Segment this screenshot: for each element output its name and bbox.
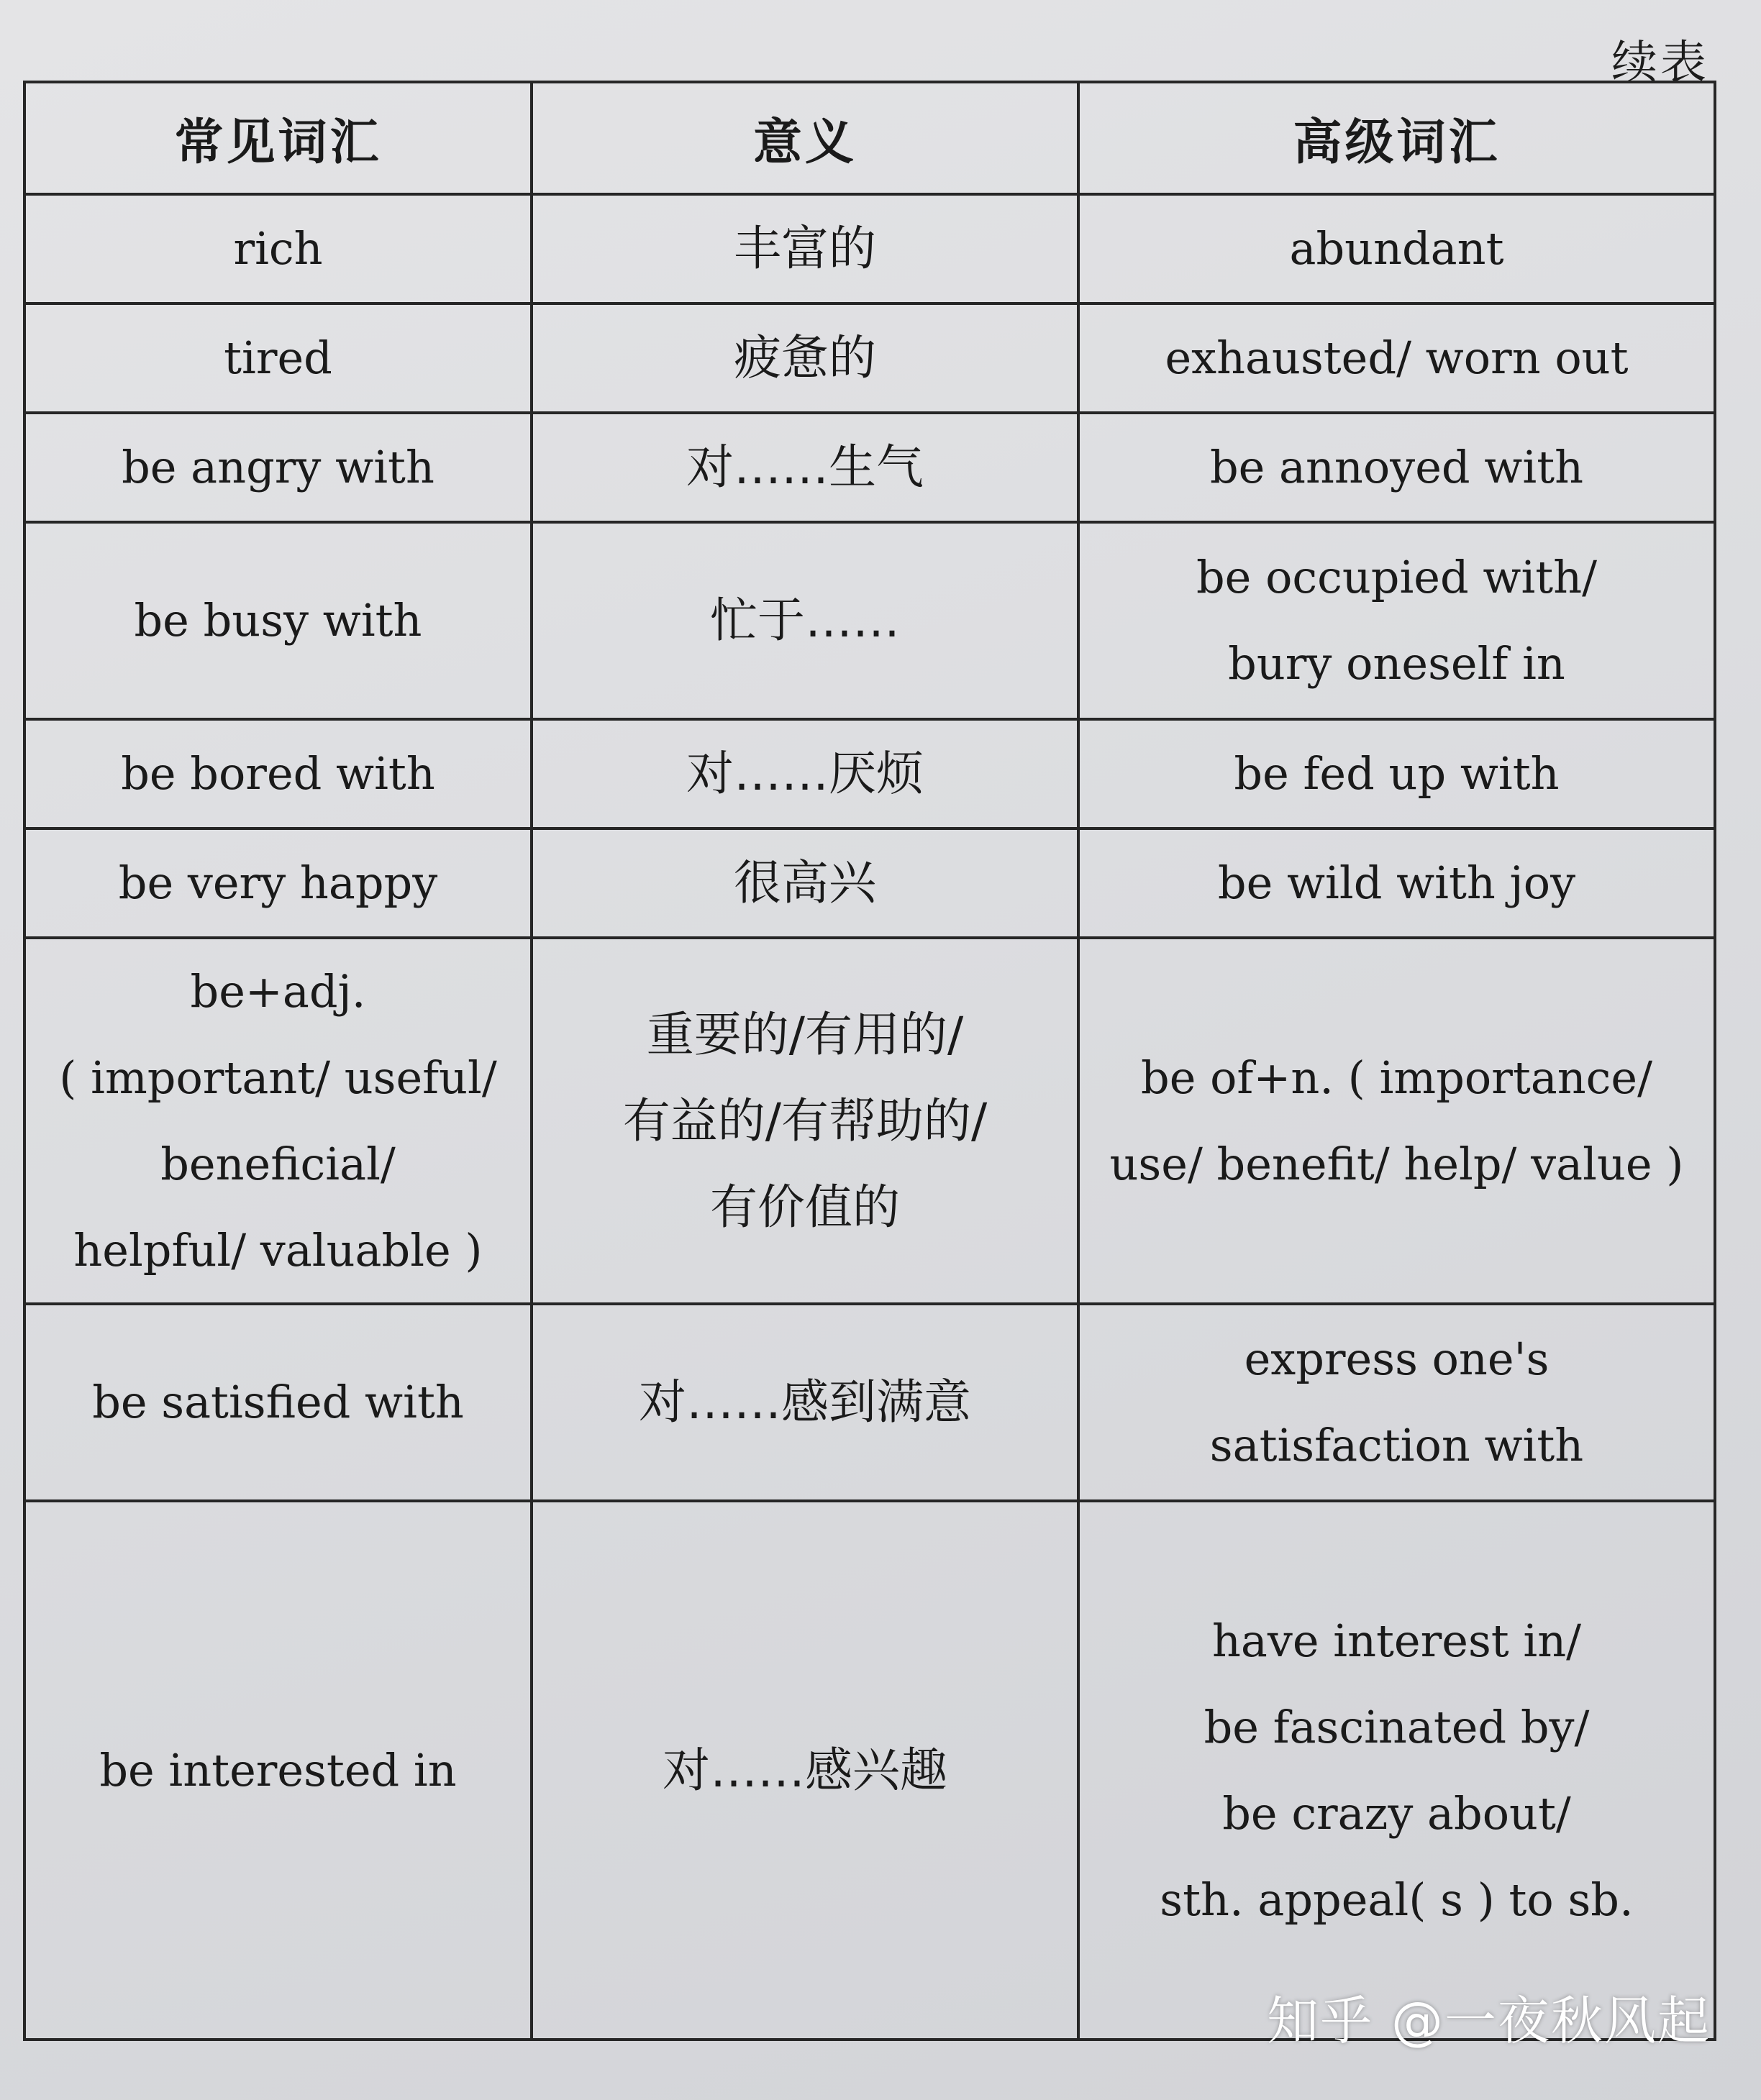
watermark: 知乎 @一夜秋风起 [1267,1991,1711,2051]
table-row [24,413,1715,522]
advanced-word-cell [1078,522,1715,719]
table-row [24,303,1715,413]
advanced-word-cell [1078,938,1715,1304]
common-word-line: be+adj. [190,964,366,1018]
advanced-word-line: sth. appeal( s ) to sb. [1160,1873,1634,1926]
common-word-cell [24,938,532,1304]
table-row [24,194,1715,303]
advanced-word-cell [1078,413,1715,522]
advanced-word-line: be wild with joy [1217,857,1576,909]
common-word-cell [24,413,532,522]
common-word-line: tired [224,332,332,384]
meaning-cell [532,828,1078,938]
advanced-word-line: express one's [1244,1333,1550,1385]
continued-table-label: 续表 [1611,37,1709,90]
advanced-word-line: be crazy about/ [1222,1786,1571,1840]
advanced-word-line: bury oneself in [1228,637,1565,690]
advanced-word-line: use/ benefit/ help/ value ) [1109,1137,1684,1190]
advanced-word-cell [1078,719,1715,828]
common-word-line: be busy with [134,594,422,647]
common-word-line: helpful/ valuable ) [73,1223,483,1277]
header-row [24,82,1715,194]
header-meaning: 意义 [532,82,1078,194]
meaning-cell [532,303,1078,413]
meaning-cell [532,413,1078,522]
meaning-line: 对……生气 [686,439,924,495]
common-word-line: be satisfied with [92,1376,464,1428]
common-word-line: rich [233,222,323,275]
meaning-cell [532,1501,1078,2040]
meaning-line: 有益的/有帮助的/ [622,1092,988,1149]
common-word-cell [24,522,532,719]
table-row [24,1501,1715,2040]
meaning-line: 有价值的 [710,1179,900,1235]
vocabulary-table [23,81,1716,2041]
common-word-line: be interested in [99,1743,457,1797]
advanced-word-line: abundant [1289,222,1504,275]
advanced-word-cell [1078,1304,1715,1501]
common-word-cell [24,719,532,828]
advanced-word-line: be fed up with [1234,747,1560,800]
advanced-word-line: be occupied with/ [1196,551,1598,603]
meaning-line: 忙于…… [710,593,900,648]
common-word-cell [24,828,532,938]
common-word-line: be very happy [118,857,438,909]
meaning-cell [532,522,1078,719]
table-row [24,938,1715,1304]
advanced-word-cell [1078,194,1715,303]
advanced-word-line: be annoyed with [1209,441,1584,493]
meaning-cell [532,1304,1078,1501]
meaning-cell [532,938,1078,1304]
meaning-line: 对……感到满意 [639,1374,971,1430]
advanced-word-line: be of+n. ( importance/ [1141,1051,1652,1104]
advanced-word-cell [1078,828,1715,938]
advanced-word-line: be fascinated by/ [1203,1700,1590,1753]
meaning-line: 丰富的 [734,221,876,276]
table-row [24,719,1715,828]
common-word-line: be bored with [121,747,435,800]
advanced-word-cell [1078,303,1715,413]
common-word-cell [24,194,532,303]
common-word-cell [24,1304,532,1501]
common-word-cell [24,303,532,413]
meaning-line: 对……厌烦 [686,746,924,801]
header-advanced-words: 高级词汇 [1078,82,1715,194]
advanced-word-line: satisfaction with [1209,1419,1584,1471]
meaning-line: 对……感兴趣 [663,1742,947,1798]
advanced-word-line: have interest in/ [1211,1614,1582,1667]
table-row [24,522,1715,719]
common-word-cell [24,1501,532,2040]
meaning-line: 疲惫的 [734,330,876,385]
common-word-line: beneficial/ [160,1137,396,1190]
meaning-cell [532,194,1078,303]
meaning-line: 重要的/有用的/ [646,1006,964,1062]
meaning-line: 很高兴 [734,855,876,910]
meaning-cell [532,719,1078,828]
common-word-line: ( important/ useful/ [59,1051,497,1104]
table-row [24,828,1715,938]
advanced-word-cell [1078,1501,1715,2040]
header-common-words: 常见词汇 [24,82,532,194]
advanced-word-line: exhausted/ worn out [1165,332,1629,384]
common-word-line: be angry with [122,441,434,493]
table-row [24,1304,1715,1501]
